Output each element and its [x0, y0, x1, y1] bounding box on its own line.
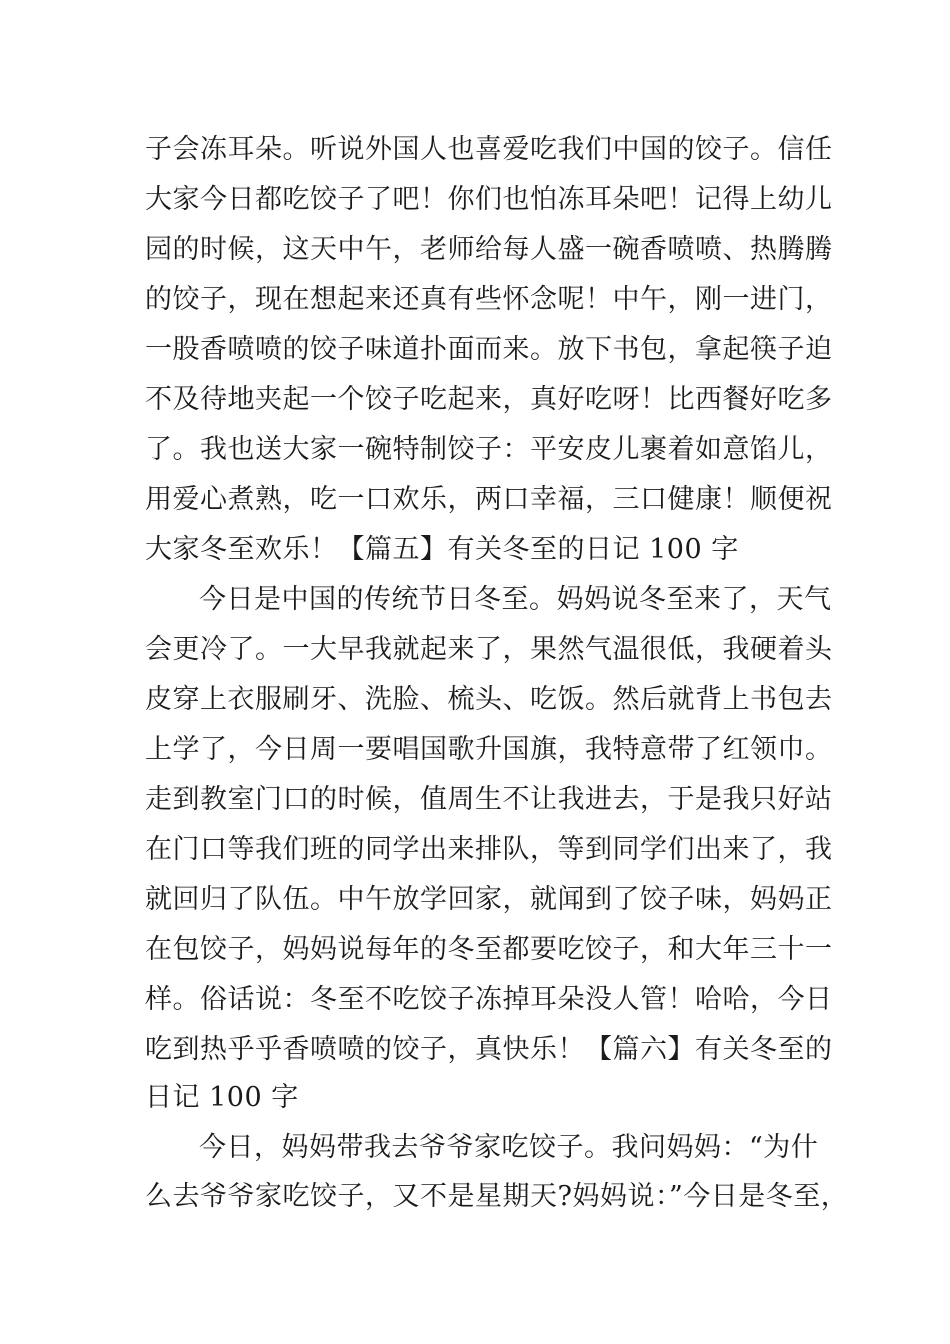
text-line: 了。我也送大家一碗特制饺子：平安皮儿裹着如意馅儿，: [145, 434, 833, 465]
text-line: 园的时候，这天中午，老师给每人盛一碗香喷喷、热腾腾: [145, 234, 833, 265]
section-heading-line: 日记 100 字: [145, 1082, 299, 1113]
text-line: 上学了，今日周一要唱国歌升国旗，我特意带了红领巾。: [145, 734, 833, 765]
text-line: 子会冻耳朵。听说外国人也喜爱吃我们中国的饺子。信任: [145, 134, 833, 165]
text-line: 会更冷了。一大早我就起来了，果然气温很低，我硬着头: [145, 634, 833, 665]
paragraph-first-line: 今日是中国的传统节日冬至。妈妈说冬至来了，天气: [199, 584, 832, 615]
text-line: 用爱心煮熟，吃一口欢乐，两口幸福，三口健康！顺便祝: [145, 484, 833, 515]
text-line: 的饺子，现在想起来还真有些怀念呢！中午，刚一进门，: [145, 284, 833, 315]
text-line: 吃到热乎乎香喷喷的饺子，真快乐！【篇六】有关冬至的: [145, 1034, 833, 1065]
section-heading-line: 大家冬至欢乐！【篇五】有关冬至的日记 100 字: [145, 534, 739, 565]
text-line: 在门口等我们班的同学出来排队，等到同学们出来了，我: [145, 834, 833, 865]
text-line: 一股香喷喷的饺子味道扑面而来。放下书包，拿起筷子迫: [145, 334, 833, 365]
text-line: 在包饺子，妈妈说每年的冬至都要吃饺子，和大年三十一: [145, 934, 833, 965]
text-line: 走到教室门口的时候，值周生不让我进去，于是我只好站: [145, 784, 833, 815]
paragraph-first-line: 今日，妈妈带我去爷爷家吃饺子。我问妈妈：“为什: [199, 1132, 819, 1163]
text-line: 大家今日都吃饺子了吧！你们也怕冻耳朵吧！记得上幼儿: [145, 184, 833, 215]
text-line: 么去爷爷家吃饺子，又不是星期天?妈妈说：”今日是冬至，: [145, 1181, 849, 1212]
text-line: 就回归了队伍。中午放学回家，就闻到了饺子味，妈妈正: [145, 884, 833, 915]
text-line: 皮穿上衣服刷牙、洗脸、梳头、吃饭。然后就背上书包去: [145, 684, 833, 715]
text-line: 不及待地夹起一个饺子吃起来，真好吃呀！比西餐好吃多: [145, 384, 833, 415]
text-line: 样。俗话说：冬至不吃饺子冻掉耳朵没人管！哈哈，今日: [145, 984, 833, 1015]
